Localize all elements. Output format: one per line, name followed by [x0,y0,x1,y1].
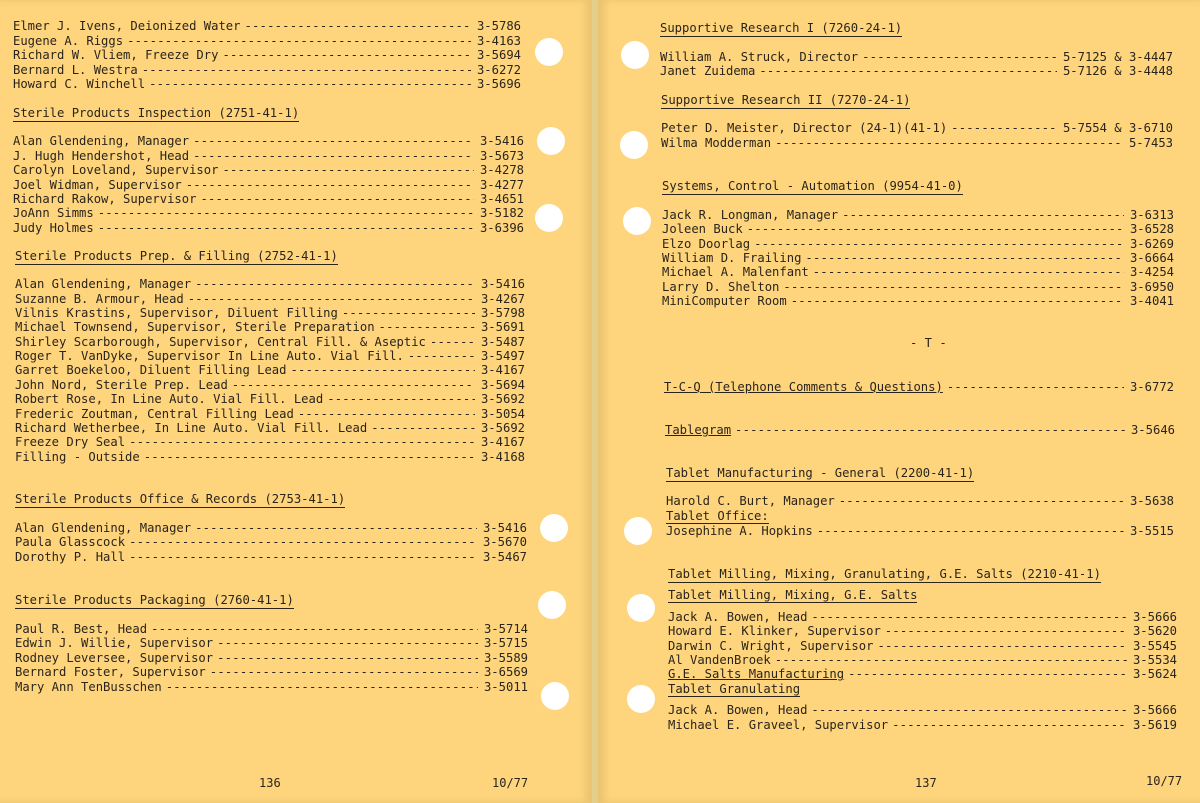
binder-hole [537,127,565,155]
section-heading: Tablet Milling, Mixing, Granulating, G.E. Salts (2210-41-1) [668,567,1101,581]
section-heading: Supportive Research II (7270-24-1) [661,93,911,107]
list-item: G.E. Salts Manufacturing ----- 3-5624 [668,667,1177,681]
subsection-heading: Tablet Granulating [668,682,801,696]
list-item: Richard Wetherbee, In Line Auto. Vial Fill. Lead ----- 3-5692 [15,421,525,435]
list-item: Michael A. Malenfant ----- 3-4254 [662,265,1174,279]
list-item: Dorothy P. Hall ----- 3-5467 [15,550,527,564]
subsection-heading: Tablet Office: [666,509,769,523]
list-item: William A. Struck, Director ----- 5-7125 & 3-4447 [660,50,1173,64]
list-item: Frederic Zoutman, Central Filling Lead ----- 3-5054 [15,407,525,421]
list-item: Jack A. Bowen, Head ----- 3-5666 [668,610,1177,624]
section-heading: Sterile Products Packaging (2760-41-1) [15,593,294,607]
list-item: Elzo Doorlag ----- 3-6269 [662,237,1174,251]
binder-hole [541,682,569,710]
binder-hole [538,591,566,619]
list-item: Elmer J. Ivens, Deionized Water ----- 3-5786 [13,19,521,33]
right-page [598,0,1200,803]
list-item: Garret Boekeloo, Diluent Filling Lead ----- 3-4167 [15,363,525,377]
list-item: Bernard Foster, Supervisor ----- 3-6569 [15,665,528,679]
list-item: Wilma Modderman ----- 5-7453 [661,136,1173,150]
list-item: Michael E. Graveel, Supervisor ----- 3-5619 [668,718,1177,732]
binder-hole [535,38,563,66]
list-item: Tablegram ----- 3-5646 [665,423,1175,437]
list-item: Joel Widman, Supervisor ----- 3-4277 [13,178,524,192]
binder-hole [540,514,568,542]
list-item: Howard C. Winchell ----- 3-5696 [13,77,521,91]
list-item: John Nord, Sterile Prep. Lead ----- 3-5694 [15,378,525,392]
page-date: 10/77 [1146,774,1183,788]
binder-hole [623,207,651,235]
binder-hole [627,594,655,622]
list-item: Bernard L. Westra ----- 3-6272 [13,63,521,77]
list-item: Mary Ann TenBusschen ----- 3-5011 [15,680,528,694]
list-item: Alan Glendening, Manager ----- 3-5416 [13,134,524,148]
list-item: Filling - Outside ----- 3-4168 [15,450,525,464]
list-item: Roger T. VanDyke, Supervisor In Line Auto. Vial Fill. ----- 3-5497 [15,349,525,363]
list-item: MiniComputer Room ----- 3-4041 [662,294,1174,308]
list-item: Alan Glendening, Manager ----- 3-5416 [15,521,527,535]
list-item: Eugene A. Riggs ----- 3-4163 [13,34,521,48]
list-item: Josephine A. Hopkins ----- 3-5515 [666,524,1174,538]
list-item: Freeze Dry Seal ----- 3-4167 [15,435,525,449]
list-item: J. Hugh Hendershot, Head ----- 3-5673 [13,149,524,163]
section-heading: Sterile Products Prep. & Filling (2752-41-1) [15,249,338,263]
binder-hole [627,685,655,713]
list-item: Peter D. Meister, Director (24-1)(41-1) ----- 5-7554 & 3-6710 [661,121,1173,135]
list-item: Richard Rakow, Supervisor ----- 3-4651 [13,192,524,206]
list-item: Larry D. Shelton ----- 3-6950 [662,280,1174,294]
list-item: T-C-Q (Telephone Comments & Questions) ----- 3-6772 [664,380,1174,394]
binder-hole [621,41,649,69]
list-item: Paula Glasscock ----- 3-5670 [15,535,527,549]
page-date: 10/77 [492,776,529,790]
binder-hole [535,204,563,232]
left-page [0,0,592,803]
list-item: Harold C. Burt, Manager ----- 3-5638 [666,494,1174,508]
section-heading: Systems, Control - Automation (9954-41-0) [662,179,963,193]
section-heading: Sterile Products Inspection (2751-41-1) [13,106,300,120]
list-item: JoAnn Simms ----- 3-5182 [13,206,524,220]
list-item: Vilnis Krastins, Supervisor, Diluent Filling ----- 3-5798 [15,306,525,320]
list-item: Alan Glendening, Manager ----- 3-5416 [15,277,525,291]
list-item: Joleen Buck ----- 3-6528 [662,222,1174,236]
binder-hole [624,517,652,545]
section-heading: Tablet Manufacturing - General (2200-41-1) [666,466,975,480]
list-item: Jack A. Bowen, Head ----- 3-5666 [668,703,1177,717]
list-item: William D. Frailing ----- 3-6664 [662,251,1174,265]
subsection-heading: Tablet Milling, Mixing, G.E. Salts [668,588,918,602]
section-heading: Supportive Research I (7260-24-1) [660,21,903,35]
list-item: Suzanne B. Armour, Head ----- 3-4267 [15,292,525,306]
list-item: Richard W. Vliem, Freeze Dry ----- 3-5694 [13,48,521,62]
binder-hole [620,131,648,159]
list-item: Rodney Leversee, Supervisor ----- 3-5589 [15,651,528,665]
list-item: Jack R. Longman, Manager ----- 3-6313 [662,208,1174,222]
list-item: Edwin J. Willie, Supervisor ----- 3-5715 [15,636,528,650]
list-item: Darwin C. Wright, Supervisor ----- 3-5545 [668,639,1177,653]
page-number: 136 [259,776,281,790]
page-number: 137 [915,776,937,790]
list-item: Janet Zuidema ----- 5-7126 & 3-4448 [660,64,1173,78]
list-item: Judy Holmes ----- 3-6396 [13,221,524,235]
list-item: Michael Townsend, Supervisor, Sterile Preparation ----- 3-5691 [15,320,525,334]
section-heading: Sterile Products Office & Records (2753-41-1) [15,492,346,506]
list-item: Carolyn Loveland, Supervisor ----- 3-4278 [13,163,524,177]
list-item: Paul R. Best, Head ----- 3-5714 [15,622,528,636]
list-item: Al VandenBroek ----- 3-5534 [668,653,1177,667]
letter-divider: - T - [910,336,947,350]
list-item: Howard E. Klinker, Supervisor ----- 3-5620 [668,624,1177,638]
list-item: Robert Rose, In Line Auto. Vial Fill. Lead ----- 3-5692 [15,392,525,406]
list-item: Shirley Scarborough, Supervisor, Central Fill. & Aseptic ----- 3-5487 [15,335,525,349]
